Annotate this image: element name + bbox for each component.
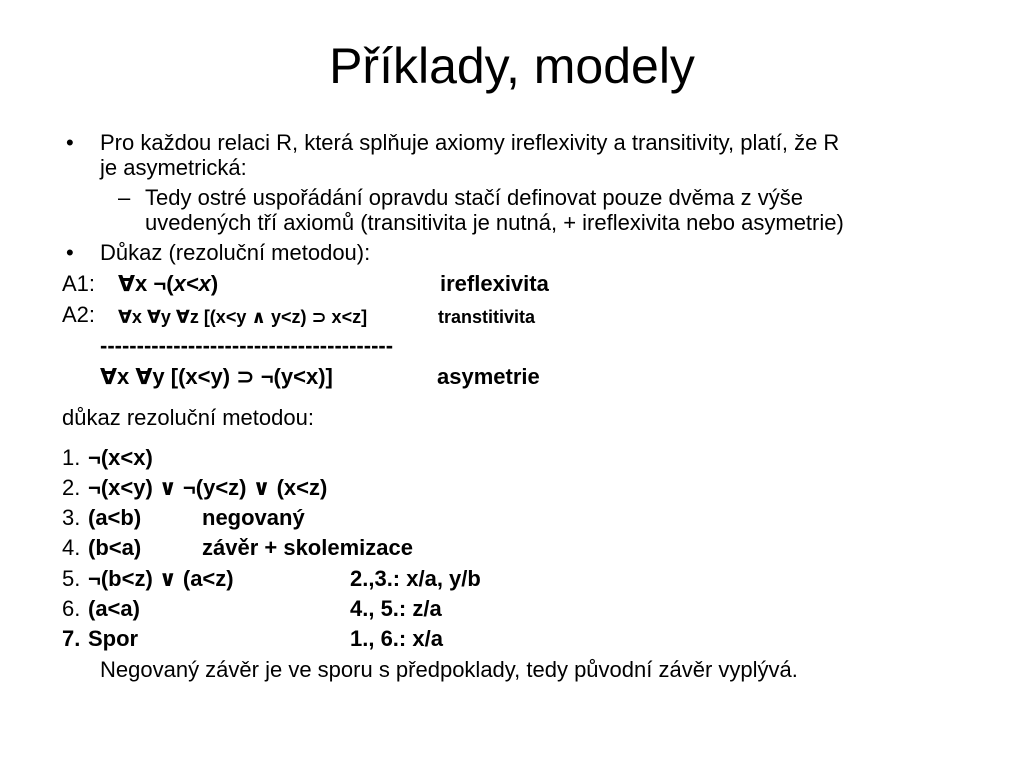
axiom-a2-name: transtitivita: [438, 307, 536, 327]
bullet-1-line-2: je asymetrická:: [100, 155, 247, 180]
step-1-num: 1.: [62, 445, 81, 470]
sub-bullet-1-line-2: uvedených tří axiomů (transitivita je nutná, + ireflexivita nebo asymetrie): [145, 210, 844, 235]
step-2-num: 2.: [62, 475, 81, 500]
step-5-clause: ¬(b<z) ∨ (a<z): [88, 566, 234, 591]
step-6-num: 6.: [62, 596, 81, 621]
step-6-clause: (a<a): [88, 596, 140, 621]
bullet-1-line-1: Pro každou relaci R, která splňuje axiomy ireflexivity a transitivity, platí, že R: [100, 130, 840, 155]
bullet-1-glyph: •: [66, 130, 74, 155]
step-4-num: 4.: [62, 535, 81, 560]
a1-formula-var: x<x: [173, 271, 211, 296]
conclusion-formula: ∀x ∀y [(x<y) ⊃ ¬(y<x)]: [100, 364, 333, 389]
step-5-num: 5.: [62, 566, 81, 591]
step-3-note: negovaný: [202, 505, 305, 530]
bullet-2-text: Důkaz (rezoluční metodou):: [100, 240, 371, 265]
step-6-ref: 4., 5.: z/a: [350, 596, 442, 621]
axiom-a1-name: ireflexivita: [440, 271, 549, 296]
separator-line: ----------------------------------------: [100, 333, 394, 358]
page-title: Příklady, modely: [329, 38, 695, 94]
axiom-a2-formula: ∀x ∀y ∀z [(x<y ∧ y<z) ⊃ x<z]: [118, 307, 368, 327]
step-4-clause: (b<a): [88, 535, 142, 560]
step-5-ref: 2.,3.: x/a, y/b: [350, 566, 481, 591]
axiom-a1-formula: [118, 271, 218, 297]
step-7-clause: Spor: [88, 626, 139, 651]
conclusion-name: asymetrie: [437, 364, 540, 389]
step-3-clause: (a<b): [88, 505, 142, 530]
step-7-num: 7.: [62, 626, 81, 651]
step-4-note: závěr + skolemizace: [202, 535, 413, 560]
step-7-ref: 1., 6.: x/a: [350, 626, 443, 651]
bullet-2-glyph: •: [66, 240, 74, 265]
step-2-clause: ¬(x<y) ∨ ¬(y<z) ∨ (x<z): [88, 475, 328, 500]
step-1-clause: ¬(x<x): [88, 445, 153, 470]
sub-bullet-1-line-1: Tedy ostré uspořádání opravdu stačí definovat pouze dvěma z výše: [145, 185, 803, 210]
sub-bullet-1-glyph: –: [118, 185, 131, 210]
a1-formula-suffix: ): [210, 271, 219, 296]
axiom-a2-label: A2:: [62, 302, 96, 327]
axiom-a1-label: A1:: [62, 271, 96, 296]
step-3-num: 3.: [62, 505, 81, 530]
a1-formula-prefix: ∀x ¬(: [118, 271, 174, 296]
proof-heading: důkaz rezoluční metodou:: [62, 405, 314, 430]
final-conclusion-text: Negovaný závěr je ve sporu s předpoklady, tedy původní závěr vyplývá.: [100, 657, 798, 682]
